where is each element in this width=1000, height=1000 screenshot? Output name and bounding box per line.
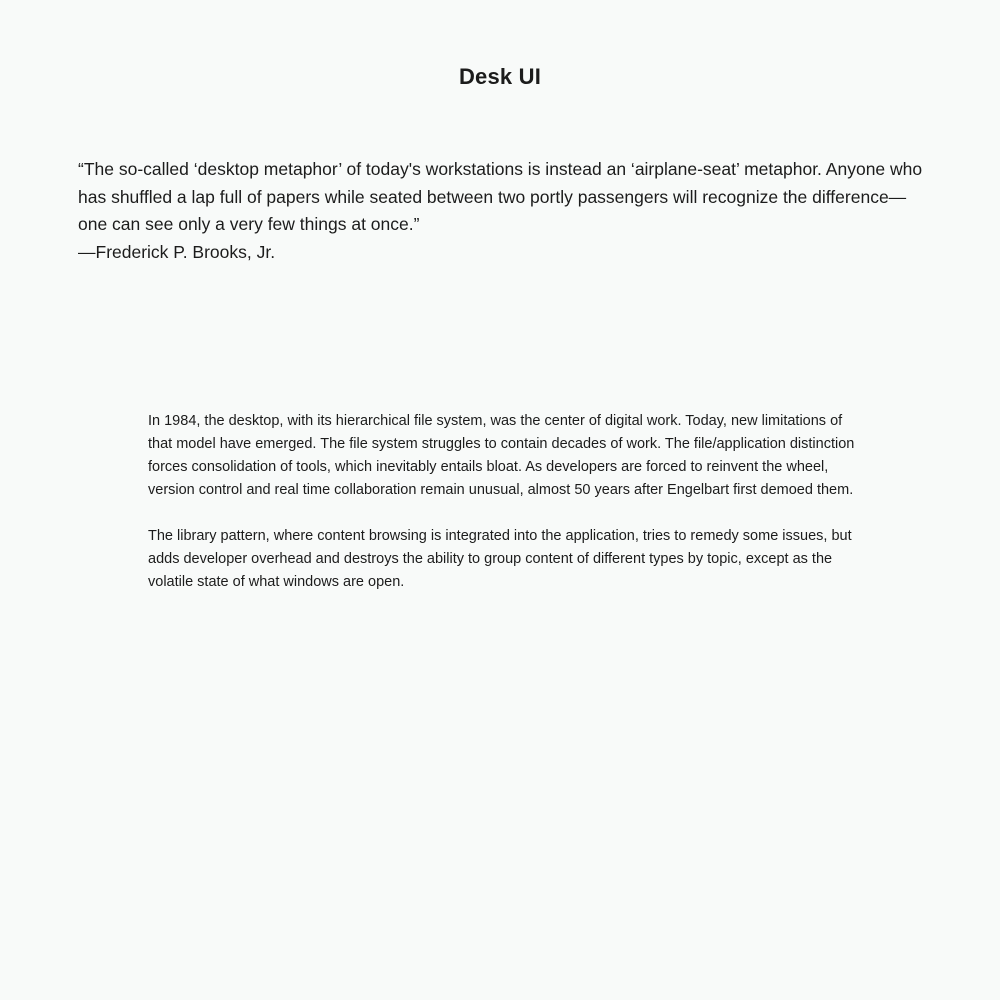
body-text bbox=[148, 410, 858, 617]
epigraph-attribution: —Frederick P. Brooks, Jr. bbox=[78, 241, 276, 262]
epigraph-quote: “The so-called ‘desktop metaphor’ of today's workstations is instead an ‘airplane-seat’ metaphor. Anyone who has shuffled a lap full of papers while seated between two portly passengers will recognize the difference—one can see only a very few things at once.” bbox=[78, 159, 923, 234]
body-paragraph-1: In 1984, the desktop, with its hierarchical file system, was the center of digital work. Today, new limitations of that model have emerged. The file system struggles to contain decades of work. The file/application distinction forces consolidation of tools, which inevitably entails bloat. As developers are forced to reinvent the wheel, version control and real time collaboration remain unusual, almost 50 years after Engelbart first demoed them. bbox=[148, 413, 855, 498]
epigraph bbox=[78, 156, 923, 266]
page-title: Desk UI bbox=[458, 64, 542, 89]
body-paragraph-2: The library pattern, where content browsing is integrated into the application, tries to remedy some issues, but adds developer overhead and destroys the ability to group content of different types by topic, except as the volatile state of what windows are open. bbox=[148, 528, 852, 590]
